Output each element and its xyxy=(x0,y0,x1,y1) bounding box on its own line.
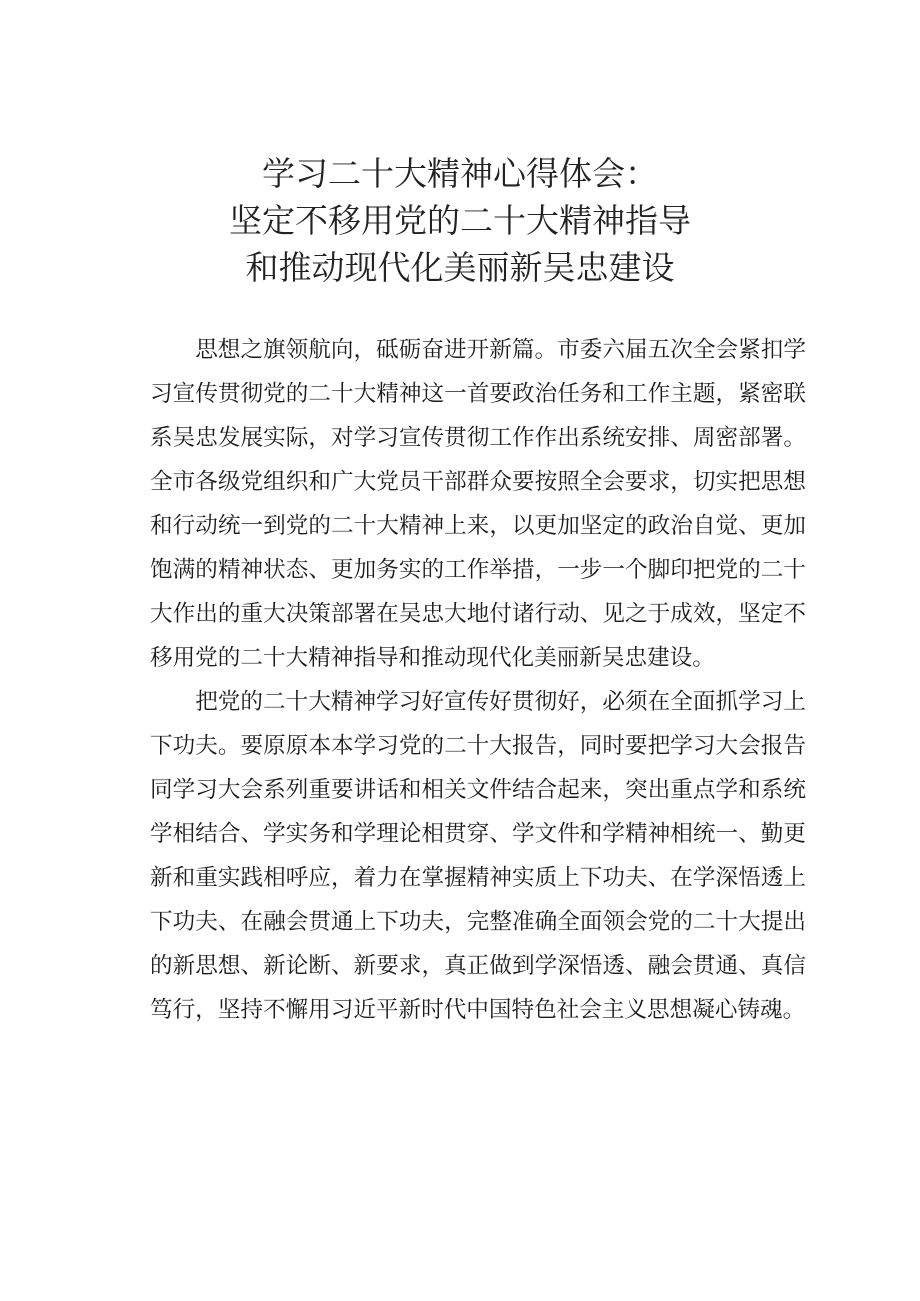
title-line-2: 坚定不移用党的二十大精神指导 xyxy=(229,201,691,240)
document-title xyxy=(150,150,770,291)
title-line-3: 和推动现代化美丽新吴忠建设 xyxy=(245,248,675,287)
document-body xyxy=(150,328,806,1032)
title-line-1: 学习二十大精神心得体会： xyxy=(262,154,658,193)
paragraph-2: 把党的二十大精神学习好宣传好贯彻好，必须在全面抓学习上下功夫。要原原本本学习党的二十大报告，同时要把学习大会报告同学习大会系列重要讲话和相关文件结合起来，突出重点学和系统学相结合、学实务和学理论相贯穿、学文件和学精神相统一、勤更新和重实践相呼应，着力在掌握精神实质上下功夫、在学深悟透上下功夫、在融会贯通上下功夫，完整准确全面领会党的二十大提出的新思想、新论断、新要求，真正做到学深悟透、融会贯通、真信笃行，坚持不懈用习近平新时代中国特色社会主义思想凝心铸魂。 xyxy=(150,689,806,1023)
paragraph-1: 思想之旗领航向，砥砺奋进开新篇。市委六届五次全会紧扣学习宣传贯彻党的二十大精神这一首要政治任务和工作主题，紧密联系吴忠发展实际，对学习宣传贯彻工作作出系统安排、周密部署。全市各级党组织和广大党员干部群众要按照全会要求，切实把思想和行动统一到党的二十大精神上来，以更加坚定的政治自觉、更加饱满的精神状态、更加务实的工作举措，一步一个脚印把党的二十大作出的重大决策部署在吴忠大地付诸行动、见之于成效，坚定不移用党的二十大精神指导和推动现代化美丽新吴忠建设。 xyxy=(150,337,806,671)
